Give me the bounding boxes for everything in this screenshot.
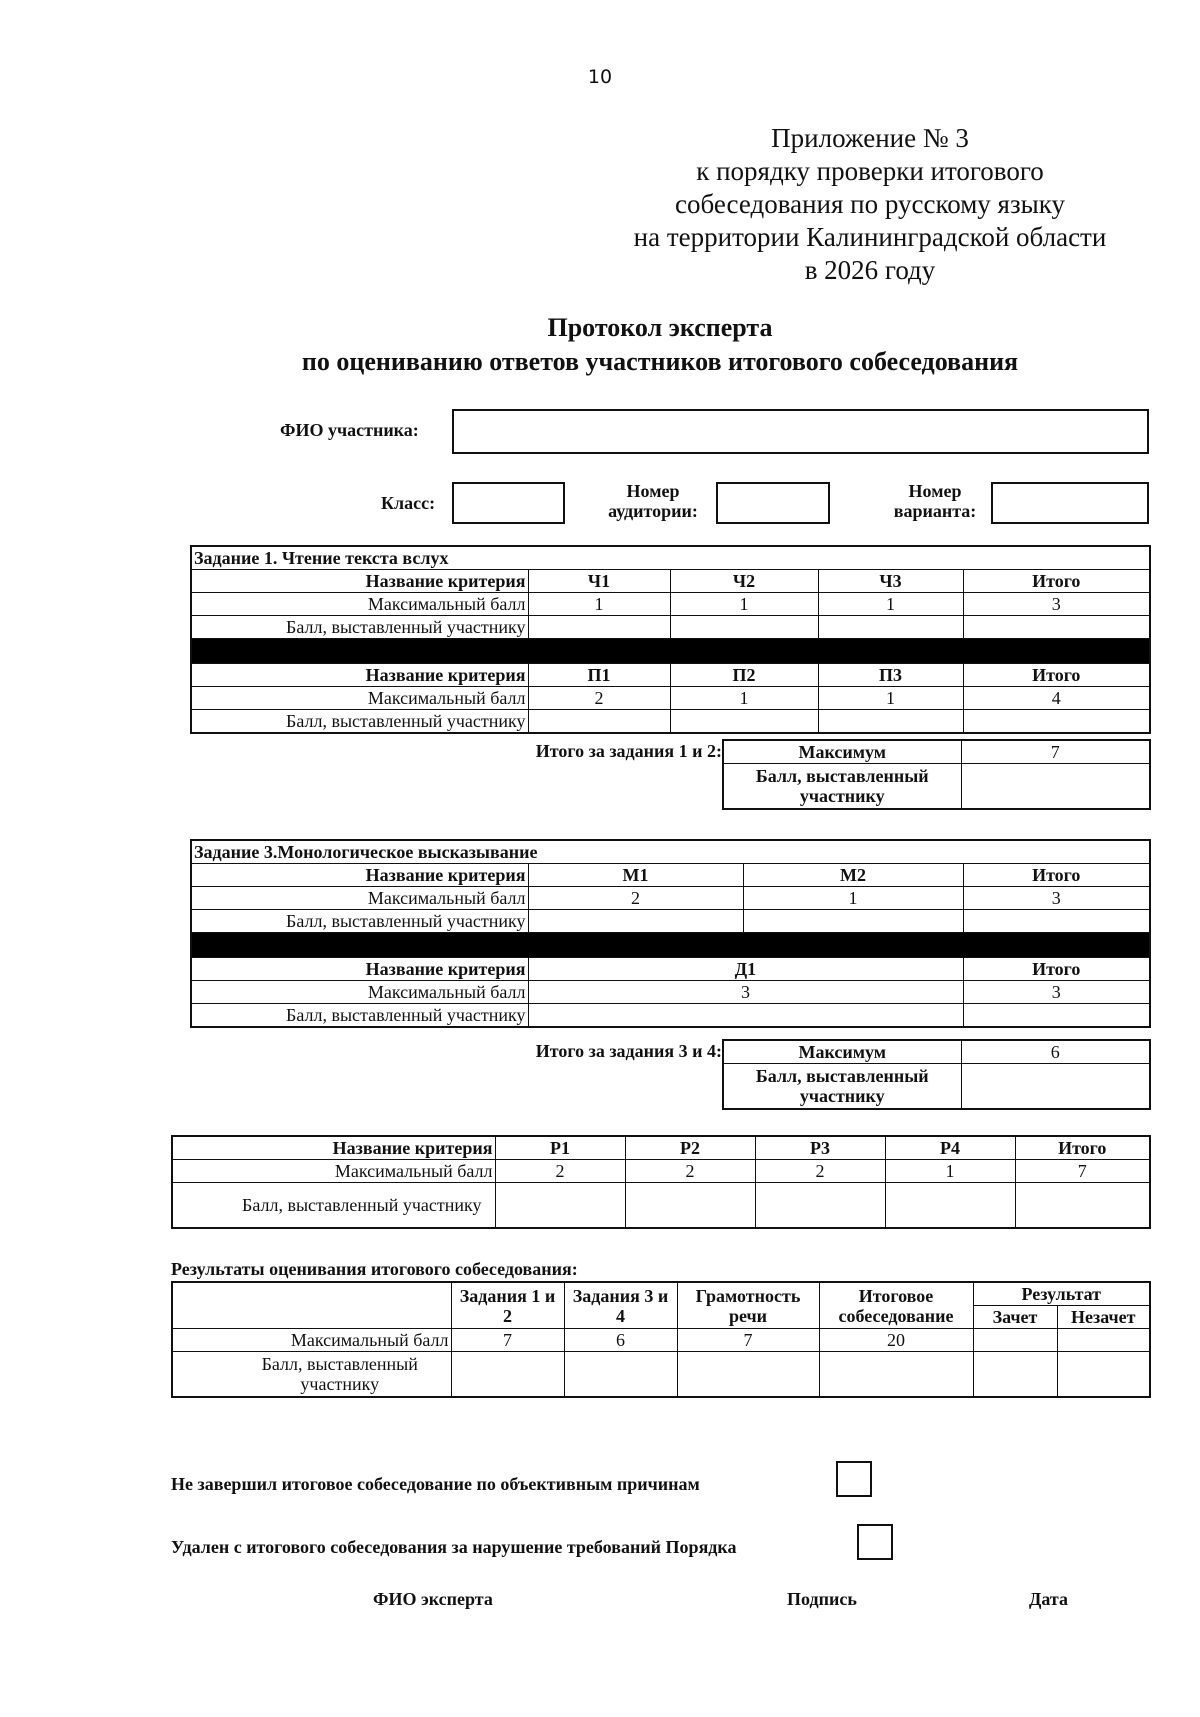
task12-total-table [722,739,1151,810]
criterion-cell: П1 [528,664,670,687]
max-score-cell: 4 [963,687,1150,710]
max-score-cell: 7 [1015,1160,1150,1183]
score-input-cell[interactable] [819,1352,973,1398]
total-score-input[interactable] [961,1064,1150,1110]
removed-checkbox[interactable] [857,1524,893,1560]
appendix-line-3: собеседования по русскому языку [675,189,1065,219]
score-input-cell[interactable] [963,1004,1150,1028]
score-input-cell[interactable] [743,910,963,933]
criterion-cell: П2 [670,664,818,687]
room-input-box[interactable] [716,482,830,524]
max-score-cell: 1 [528,593,670,616]
score-input-cell[interactable] [677,1352,819,1398]
appendix-block [590,122,1150,287]
score-input-cell[interactable] [885,1183,1015,1229]
score-input-cell[interactable] [670,710,818,734]
max-score-cell: 20 [819,1329,973,1352]
given-score-label: Балл, выставленный участнику [191,710,528,734]
score-input-cell[interactable] [1057,1352,1150,1398]
criterion-cell: Ч1 [528,570,670,593]
score-input-cell[interactable] [818,616,963,639]
score-input-cell[interactable] [528,1004,963,1028]
total-max-label: Максимум [723,1040,961,1064]
criterion-label: Название критерия [191,864,528,887]
score-input-cell[interactable] [670,616,818,639]
max-score-cell: 2 [528,687,670,710]
title-line-2: по оцениванию ответов участников итогового собеседования [301,347,1019,376]
col-tasks34: Задания 3 и 4 [564,1282,677,1329]
col-fail: Незачет [1057,1306,1150,1329]
task34-header: Задание 3.Монологическое высказывание [191,840,1150,864]
title-line-1: Протокол эксперта [547,313,773,342]
max-score-cell: 1 [670,687,818,710]
criterion-cell: Р3 [755,1136,885,1160]
criterion-cell: Итого [1015,1136,1150,1160]
max-score-cell: 1 [885,1160,1015,1183]
not-completed-checkbox[interactable] [836,1461,872,1497]
literacy-table [171,1135,1151,1229]
fio-input-box[interactable] [452,409,1149,454]
criterion-cell: Р2 [625,1136,755,1160]
criterion-cell: М2 [743,864,963,887]
max-score-cell: 1 [670,593,818,616]
variant-input-box[interactable] [991,482,1149,524]
not-completed-label: Не завершил итоговое собеседование по объективным причинам [171,1474,700,1494]
max-score-label: Максимальный балл [191,593,528,616]
max-score-cell: 1 [743,887,963,910]
total-max-value: 7 [961,740,1150,764]
col-literacy: Грамотность речи [677,1282,819,1329]
total-max-label: Максимум [723,740,961,764]
score-input-cell[interactable] [528,910,743,933]
given-score-label: Балл, выставленный участнику [191,910,528,933]
separator-bar [191,933,1150,958]
criterion-label: Название критерия [191,958,528,981]
max-score-cell: 7 [451,1329,564,1352]
task12-table [190,545,1151,734]
col-final: Итоговое собеседование [819,1282,973,1329]
score-input-cell[interactable] [625,1183,755,1229]
fio-label: ФИО участника: [280,420,419,440]
task34-total-table [722,1039,1151,1110]
criterion-cell: Р1 [495,1136,625,1160]
results-heading: Результаты оценивания итогового собеседования: [171,1259,578,1279]
given-score-label: Балл, выставленный участнику [191,1004,528,1028]
removed-label: Удален с итогового собеседования за нарушение требований Порядка [171,1537,737,1557]
score-input-cell[interactable] [528,710,670,734]
max-score-cell: 2 [625,1160,755,1183]
total-score-input[interactable] [961,764,1150,810]
results-corner-cell [172,1282,451,1329]
score-input-cell[interactable] [564,1352,677,1398]
criterion-cell: Итого [963,664,1150,687]
class-label: Класс: [381,493,436,513]
col-result: Результат [973,1282,1150,1306]
results-table [171,1281,1151,1398]
score-input-cell[interactable] [451,1352,564,1398]
max-score-label: Максимальный балл [191,981,528,1004]
task34-total-label: Итого за задания 3 и 4: [535,1041,722,1061]
score-input-cell[interactable] [963,616,1150,639]
criterion-cell: Ч3 [818,570,963,593]
separator-bar [191,639,1150,664]
score-input-cell[interactable] [495,1183,625,1229]
given-score-label: Балл, выставленный участнику [172,1352,451,1398]
total-score-label: Балл, выставленный участнику [723,764,961,810]
col-pass: Зачет [973,1306,1057,1329]
score-input-cell[interactable] [973,1352,1057,1398]
total-max-value: 6 [961,1040,1150,1064]
max-score-cell: 6 [564,1329,677,1352]
criterion-cell: П3 [818,664,963,687]
appendix-line-2: к порядку проверки итогового [696,156,1044,186]
max-score-cell: 2 [755,1160,885,1183]
max-score-label: Максимальный балл [191,687,528,710]
appendix-line-4: на территории Калининградской области [633,222,1107,252]
score-input-cell[interactable] [755,1183,885,1229]
max-score-cell: 3 [963,981,1150,1004]
task12-total-label: Итого за задания 1 и 2: [535,741,722,761]
score-input-cell[interactable] [963,910,1150,933]
appendix-line-1: Приложение № 3 [771,123,969,153]
criterion-cell: Р4 [885,1136,1015,1160]
class-input-box[interactable] [452,482,565,524]
max-score-cell: 2 [528,887,743,910]
document-title [0,311,1200,379]
criterion-label: Название критерия [172,1136,495,1160]
max-score-cell: 3 [528,981,963,1004]
criterion-cell: Итого [963,570,1150,593]
max-score-label: Максимальный балл [172,1329,451,1352]
max-score-cell: 3 [963,593,1150,616]
max-score-cell: 1 [818,687,963,710]
col-tasks12: Задания 1 и 2 [451,1282,564,1329]
given-score-label: Балл, выставленный участнику [191,616,528,639]
criterion-cell: Итого [963,864,1150,887]
variant-label: Номер варианта: [893,481,977,521]
task34-table [190,839,1151,1028]
appendix-line-5: в 2026 году [804,255,936,285]
criterion-cell: Д1 [528,958,963,981]
max-score-label: Максимальный балл [172,1160,495,1183]
max-score-cell: 1 [818,593,963,616]
given-score-label: Балл, выставленный участнику [172,1183,495,1229]
result-pass-cell[interactable] [973,1329,1057,1352]
criterion-cell: М1 [528,864,743,887]
result-fail-cell[interactable] [1057,1329,1150,1352]
criterion-label: Название критерия [191,664,528,687]
expert-fio-label: ФИО эксперта [373,1589,493,1609]
max-score-cell: 2 [495,1160,625,1183]
max-score-cell: 3 [963,887,1150,910]
score-input-cell[interactable] [1015,1183,1150,1229]
total-score-label: Балл, выставленный участнику [723,1064,961,1110]
max-score-cell: 7 [677,1329,819,1352]
date-label: Дата [1029,1589,1068,1609]
criterion-label: Название критерия [191,570,528,593]
score-input-cell[interactable] [818,710,963,734]
score-input-cell[interactable] [528,616,670,639]
room-label: Номер аудитории: [608,481,698,521]
signature-label: Подпись [787,1589,857,1609]
max-score-label: Максимальный балл [191,887,528,910]
page-number: 10 [587,66,613,88]
criterion-cell: Ч2 [670,570,818,593]
task12-header: Задание 1. Чтение текста вслух [191,546,1150,570]
criterion-cell: Итого [963,958,1150,981]
score-input-cell[interactable] [963,710,1150,734]
